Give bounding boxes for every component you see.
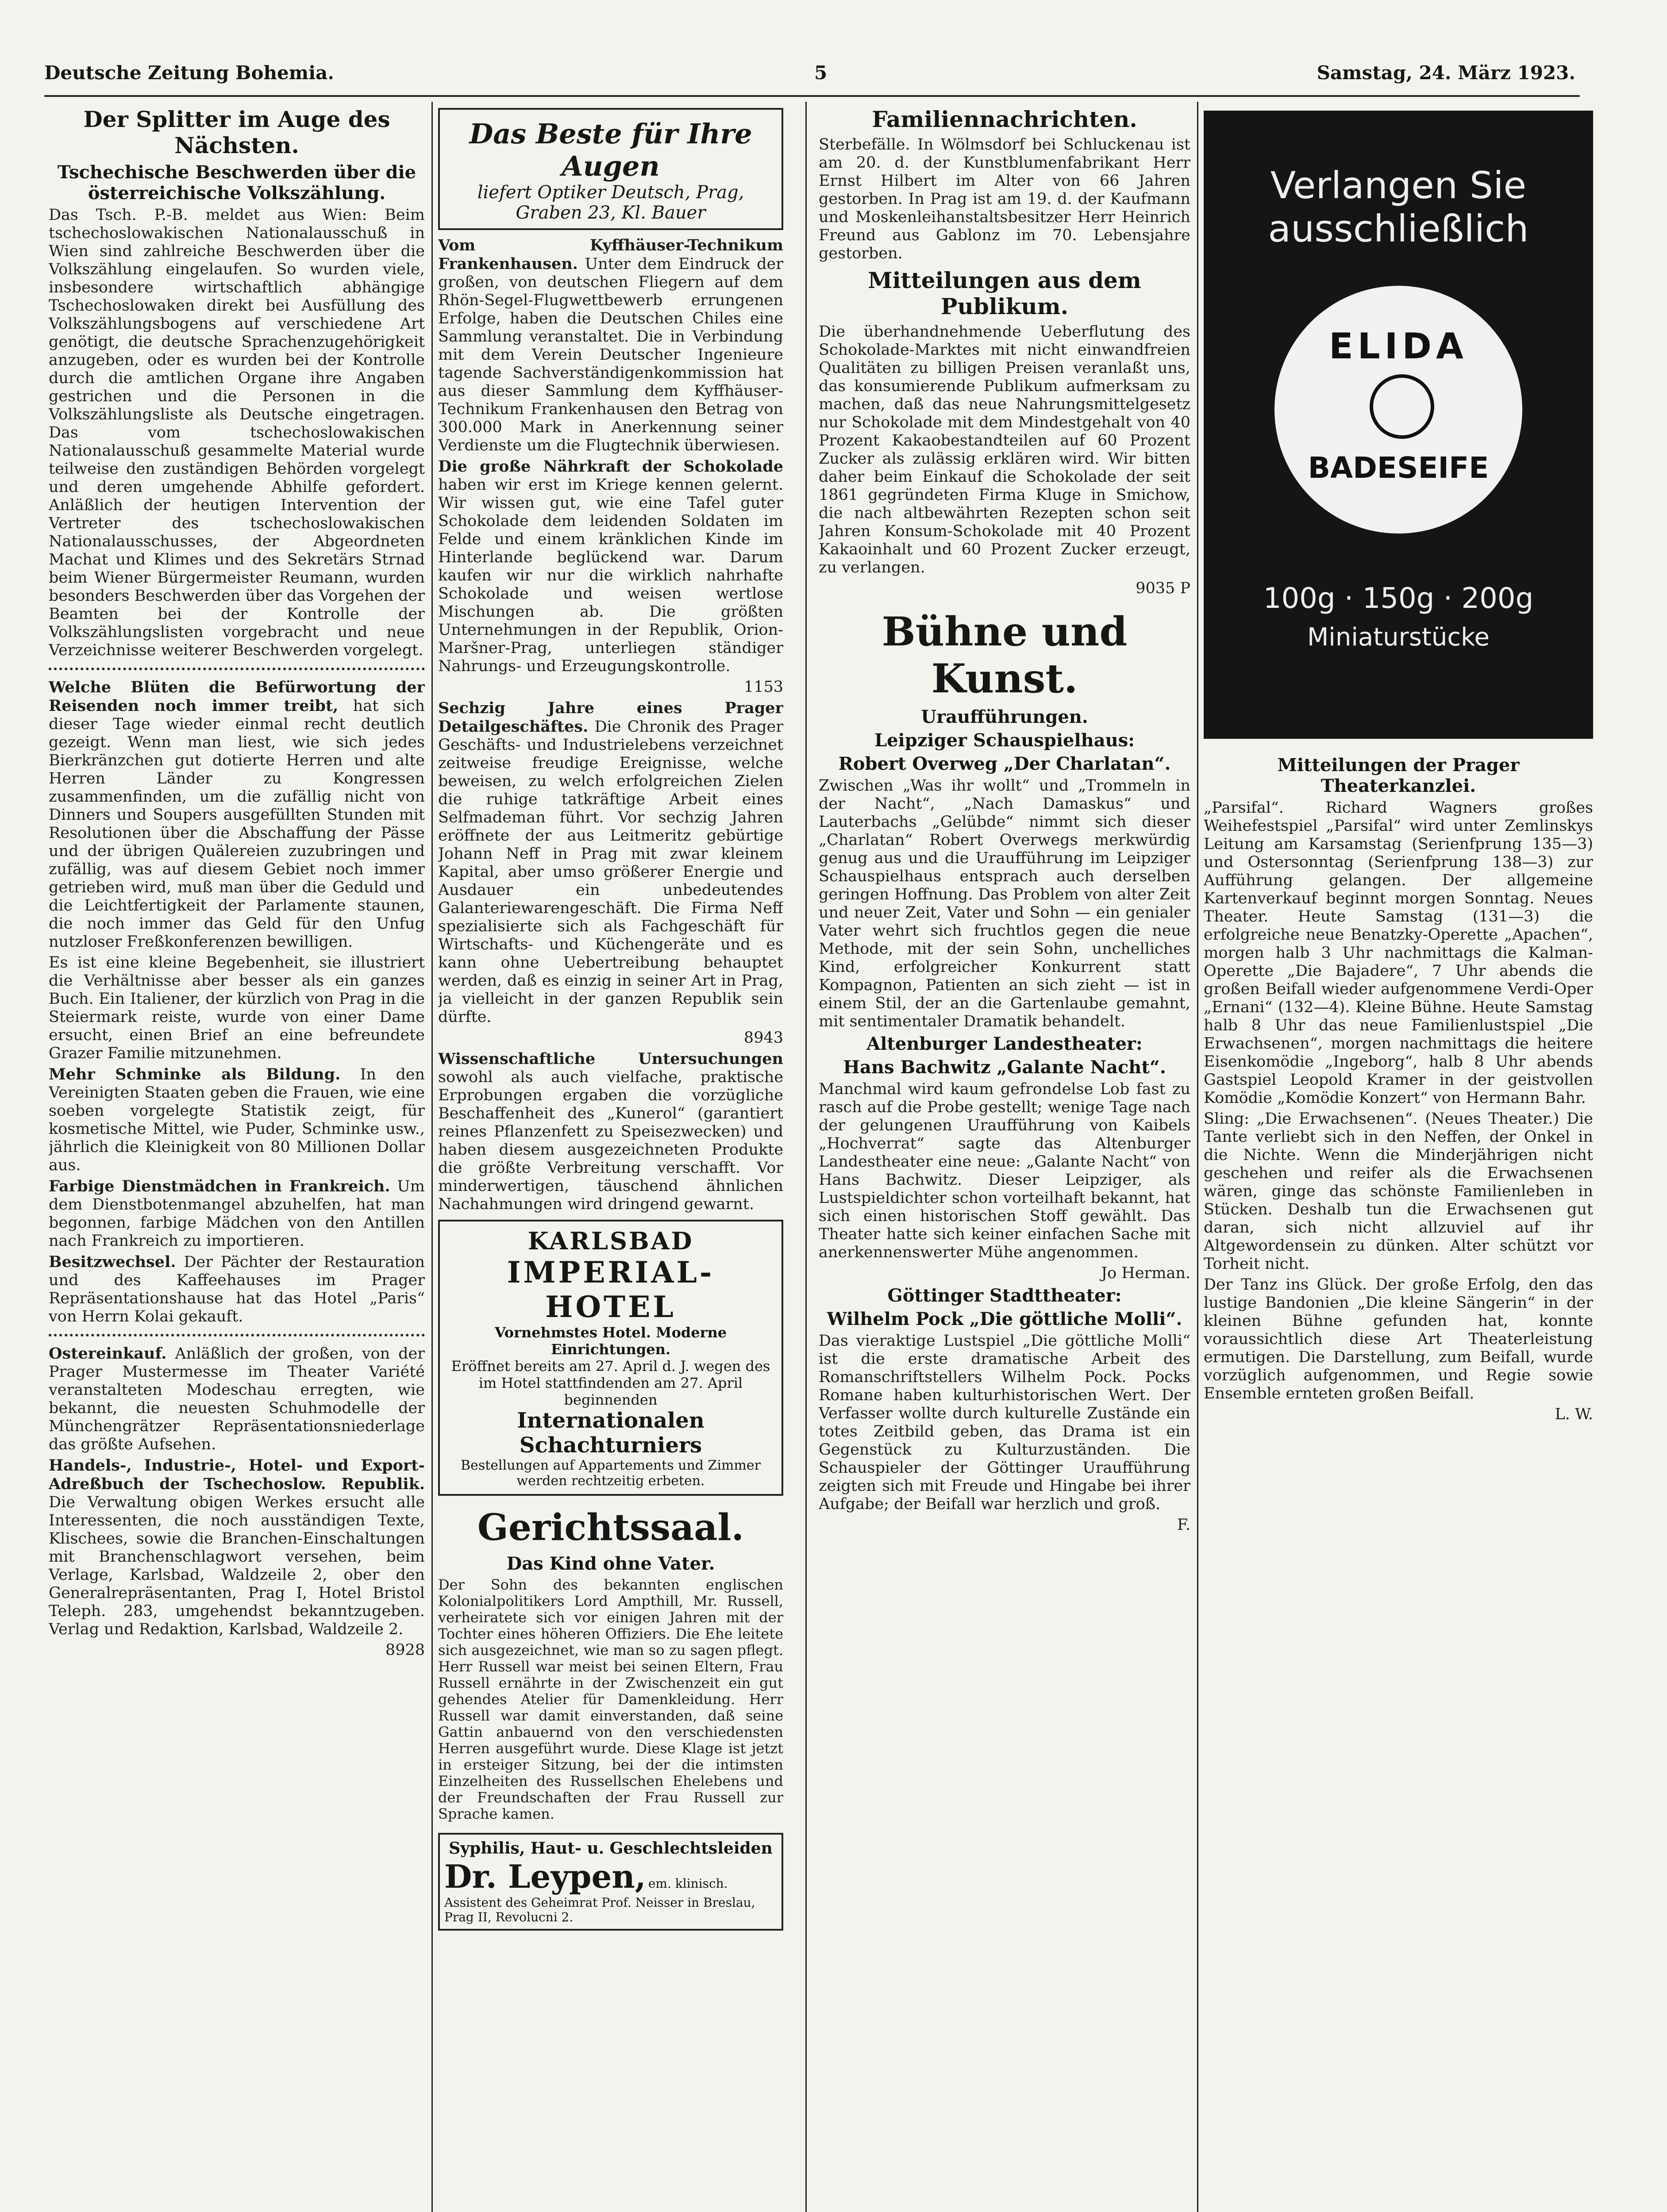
- article-body: Der Pächter der Restauration und des Kaffeehauses im Prager Repräsentationshause hat das Hotel „Paris“ von Herrn Kolai gekauft.: [49, 1253, 425, 1325]
- optiker-ad: [438, 108, 783, 230]
- play-title: Hans Bachwitz „Galante Nacht“.: [843, 1057, 1166, 1078]
- article-body: Der Tanz ins Glück. Der große Erfolg, den das lustige Bandonien „Die kleine Sängerin“ in der kleinen Bühne gefunden hat, konnte voraussichtlich diese Art Theaterleistung ermutigen. Die Darstellung, zum Beifall, wurde vorzüglich aufgenommen, und Regie sowie Ensemble ernteten großen Beifall.: [1204, 1276, 1593, 1402]
- article-lead: Sechzig Jahre eines Prager Detailgeschäftes.: [438, 699, 783, 736]
- article-lead: Mehr Schminke als Bildung.: [49, 1065, 341, 1083]
- optiker-ad-address: Graben 23, Kl. Bauer: [516, 203, 706, 223]
- article-body: Um dem Dienstbotenmangel abzuhelfen, hat man begonnen, farbige Mädchen von den Antillen nach Frankreich zu importieren.: [49, 1178, 425, 1250]
- author-signature: Jo Herman.: [1101, 1264, 1190, 1282]
- header-page-number: 5: [814, 62, 828, 84]
- header-rule: [44, 95, 1580, 97]
- optiker-ad-title: Das Beste für Ihre Augen: [469, 118, 752, 182]
- leypen-ad-name: Dr. Leypen,: [444, 1858, 646, 1895]
- article-lead: Vom Kyffhäuser-Technikum Frankenhausen.: [438, 236, 783, 273]
- article-lead: Farbige Dienstmädchen in Frankreich.: [49, 1177, 390, 1195]
- header-date: Samstag, 24. März 1923.: [1317, 62, 1575, 84]
- article-title-splitter: Der Splitter im Auge des Nächsten.: [83, 106, 390, 158]
- article-body: Unter dem Eindruck der großen, von deutschen Fliegern auf dem Rhön-Segel-Flugwettbewerb errungenen Erfolge, haben die Deutschen Chiles eine Sammlung veranstaltet. Die in Verbindung mit dem Verein Deutscher Ingenieure tagende Sachverständigenkommission hat aus dieser Sammlung dem Kyffhäuser-Technikum Frankenhausen den Betrag von 300.000 Mark in Anerkennung seiner Verdienste um die Flugtechnik überwiesen.: [438, 255, 783, 454]
- leypen-ad-details: em. klinisch. Assistent des Geheimrat Prof. Neisser in Breslau, Prag II, Revolucni 2.: [444, 1876, 755, 1924]
- reference-number: 8928: [385, 1641, 425, 1659]
- section-title-public: Mitteilungen aus dem Publikum.: [868, 267, 1141, 319]
- article-lead: Besitzwechsel.: [49, 1253, 176, 1271]
- author-signature: L. W.: [1555, 1406, 1593, 1423]
- article-body: Das Tsch. P.-B. meldet aus Wien: Beim tschechoslowakischen Nationalausschuß in Wien sind zahlreiche Beschwerden über die Volkszählung eingelaufen. So wurden viele, insbesondere wirtschaftlich abhängige Tschechoslowaken direkt bei Ausfüllung des Volkszählungsbogens auf verschiedene Art genötigt, die deutsche Sprachenzugehörigkeit anzugeben, oder es wurden bei der Kontrolle durch die amtlichen Organe ihre Angaben gestrichen und die Personen in die Volkszählungsliste als Deutsche eingetragen. Das vom tschechoslowakischen Nationalausschuß gesammelte Material wurde teilweise den zuständigen Behörden vorgelegt und deren umgehende Abhilfe gefordert. Anläßlich der heutigen Intervention der Vertreter des tschechoslowakischen Nationalausschusses, der Abgeordneten Machat und Klimes und des Sekretärs Strnad beim Wiener Bürgermeister Reumann, wurden besonders Beschwerden über das Vorgehen der Beamten bei der Kontrolle der Volkszählungslisten vorgebracht und neue Verzeichnisse weiterer Beschwerden vorgelegt.: [49, 206, 425, 659]
- column-4: [1204, 752, 1593, 2212]
- article-lead: Handels-, Industrie-, Hotel- und Export-Adreßbuch der Tschechoslow. Republik.: [49, 1456, 425, 1493]
- header-masthead: Deutsche Zeitung Bohemia.: [44, 62, 334, 84]
- theater-name: Göttinger Stadttheater:: [887, 1285, 1122, 1306]
- reference-number: 8943: [743, 1029, 783, 1047]
- article-lead: Wissenschaftliche Untersuchungen: [438, 1050, 783, 1068]
- soap-brand: ELIDA: [1329, 326, 1468, 367]
- column-2: [438, 102, 783, 2212]
- section-title-family: Familiennachrichten.: [872, 106, 1137, 132]
- article-lead: Die große Nährkraft der Schokolade: [438, 457, 783, 476]
- article-lead: Welche Blüten die Befürwortung der Reisenden noch immer treibt,: [49, 678, 425, 715]
- play-title: Wilhelm Pock „Die göttliche Molli“.: [827, 1309, 1182, 1329]
- section-title-theater: Mitteilungen der Prager Theaterkanzlei.: [1277, 755, 1520, 796]
- article-body: Das vieraktige Lustspiel „Die göttliche Molli“ ist die erste dramatische Arbeit des Romanschriftstellers Wilhelm Pock. Pocks Romane haben kulturhistorischen Wert. Der Verfasser wollte durch kulturelle Zustände ein totes Zeitbild geben, das Drama ist ein Gegenstück zu Kulturzuständen. Die Schauspieler der Göttinger Uraufführung zeigten sich mit Freude und Hingabe bei ihrer Aufgabe; der Beifall war herzlich und groß.: [819, 1332, 1190, 1513]
- article-body: Der Sohn des bekannten englischen Kolonialpolitikers Lord Ampthill, Mr. Russell, verheiratete sich vor einigen Jahren mit der Tochter eines höheren Offiziers. Die Ehe leitete sich ausgezeichnet, wie man so zu sagen pflegt. Herr Russell war meist bei seinen Eltern, Frau Russell ernährte in der Zwischenzeit ein gut gehendes Atelier für Damenkleidung. Herr Russell war damit einverstanden, daß seine Gattin anbauernd von den verschiedensten Herren ausgeführt wurde. Diese Klage ist jetzt in ersteiger Sitzung, bei der die intimsten Einzelheiten des Russellschen Ehelebens und der Freundschaften der Frau Russell zur Sprache kamen.: [438, 1576, 783, 1822]
- author-signature: F.: [1177, 1516, 1190, 1534]
- soap-illustration: [1274, 286, 1522, 534]
- article-subtitle-splitter: Tschechische Beschwerden über die österreichische Volkszählung.: [57, 162, 416, 204]
- hotel-ad-text: Eröffnet bereits am 27. April d. J. wegen des im Hotel stattfindenden am 27. April beginnenden: [451, 1358, 770, 1408]
- separator: [49, 668, 425, 670]
- ad-line-2: ausschließlich: [1268, 207, 1529, 250]
- article-body: „Parsifal“. Richard Wagners großes Weihefestspiel „Parsifal“ wird unter Zemlinskys Leitung am Karsamstag (Serienfprung 135—3) und Ostersonntag (Serienfprung 138—3) zur Aufführung gelangen. Der allgemeine Kartenverkauf beginnt morgen Sonntag. Neues Theater. Heute Samstag (131—3) die erfolgreiche neue Benatzky-Operette „Apachen“, morgen halb 3 Uhr nachmittags die Kalman-Operette „Die Bajadere“, 7 Uhr abends die großen Beifall wieder aufgenommene Verdi-Oper „Ernani“ (132—4). Kleine Bühne. Heute Samstag halb 8 Uhr das neue Familienlustspiel „Die Erwachsenen“, morgen nachmittags die heitere Eisenkomödie „Ingeborg“, halb 8 Uhr abends Gastspiel Leopold Kramer in der geistvollen Komödie „Komödie Konzert“ von Hermann Bahr.: [1204, 799, 1593, 1107]
- reference-number: 9035 P: [1136, 580, 1190, 597]
- hotel-ad-name: IMPERIAL-HOTEL: [507, 1255, 715, 1324]
- article-body: haben wir erst im Kriege kennen gelernt. Wir wissen gut, wie eine Tafel guter Schokolade dem leidenden Soldaten im Felde und einem kränklichen Kinde im Hinterlande beglückend war. Darum kaufen wir nur die wirklich nahrhafte Schokolade und weisen wertlose Mischungen ab. Die größten Unternehmungen in der Republik, Orion-Maršner-Prag, unterliegen ständiger Nahrungs- und Erzeugungskontrolle.: [438, 476, 783, 675]
- optiker-ad-name: liefert Optiker Deutsch, Prag,: [477, 182, 744, 203]
- section-title-buehne: Bühne und Kunst.: [882, 608, 1128, 702]
- court-article-title: Das Kind ohne Vater.: [506, 1553, 715, 1574]
- hotel-ad-small: Bestellungen auf Appartements und Zimmer werden rechtzeitig erbeten.: [461, 1458, 761, 1489]
- swan-emblem-icon: [1370, 374, 1434, 439]
- column-rule-3: [1197, 102, 1198, 2212]
- column-3: [819, 102, 1190, 2212]
- leypen-ad-topic: Syphilis, Haut- u. Geschlechtsleiden: [449, 1839, 773, 1858]
- column-rule-1: [431, 102, 433, 2212]
- play-title: Robert Overweg „Der Charlatan“.: [838, 753, 1171, 774]
- article-body: Die überhandnehmende Ueberflutung des Schokolade-Marktes mit nicht einwandfreien Qualitäten zu billigen Preisen veranlaßt uns, das konsumierende Publikum aufmerksam zu machen, daß das neue Nahrungsmittelgesetz nur Schokolade mit dem Mindestgehalt von 40 Prozent Kakaobestandteilen auf 60 Prozent Zucker als zulässig erklären wird. Wir bitten daher beim Einkauf die Schokolade der seit 1861 gegründeten Firma Kluge in Smichow, die nach altbewährten Rezepten schon seit Jahren Konsum-Schokolade mit 40 Prozent Kakaoinhalt und 60 Prozent Zucker erzeugt, zu verlangen.: [819, 323, 1190, 576]
- article-body: Sling: „Die Erwachsenen“. (Neues Theater.) Die Tante verliebt sich in den Neffen, der Onkel in die Nichte. Wenn die Minderjährigen nicht geschehen und reifer als die Erwachsenen wären, ginge das schönste Familienleben in Stücken. Deshalb tun die Erwachsenen gut daran, sich nicht allzuviel auf ihr Altgewordensein zu dünken. Alter schützt vor Torheit nicht.: [1204, 1110, 1593, 1273]
- theater-name: Altenburger Landestheater:: [866, 1033, 1143, 1054]
- hotel-ad-city: KARLSBAD: [527, 1227, 694, 1255]
- ad-miniatures: Miniaturstücke: [1307, 623, 1490, 652]
- court-section-title: Gerichtssaal.: [477, 1506, 744, 1549]
- article-body: Manchmal wird kaum gefrondelse Lob fast zu rasch auf die Probe gestellt; wenige Tage nach der gelungenen Uraufführung von Kaibels „Hochverrat“ sagte das Altenburger Landestheater eine neue: „Galante Nacht“ von Hans Bachwitz. Dieser Leipziger, als Lustspieldichter schon vorteilhaft bekannt, hat sich einen historischen Stoff gewählt. Das Theater hatte sich keiner einfachen Sache mit anerkennenswerter Mühe angenommen.: [819, 1080, 1190, 1261]
- hotel-ad-event: Internationalen Schachturniers: [517, 1408, 705, 1458]
- hotel-ad: [438, 1220, 783, 1496]
- article-body: Die Verwaltung obigen Werkes ersucht alle Interessenten, die noch ausständigen Texte, Klischees, sowie die Branchen-Einschaltungen mit Branchenschlagwort versehen, beim Verlage, Karlsbad, Waldzeile 2, ober den Generalrepräsentanten, Prag I, Hotel Bristol Teleph. 283, umgehendst bekanntzugeben. Verlag und Redaktion, Karlsbad, Waldzeile 2.: [49, 1494, 425, 1638]
- article-body: In den Vereinigten Staaten geben die Frauen, wie eine soeben vorgelegte Statistik zeigt, für kosmetische Mittel, wie Puder, Schminke usw., jährlich die Kleinigkeit von 80 Millionen Dollar aus.: [49, 1066, 425, 1174]
- elida-soap-ad: [1204, 111, 1593, 739]
- section-subtitle-urauffuehrungen: Uraufführungen.: [921, 707, 1088, 727]
- article-body: hat sich dieser Tage wieder einmal recht deutlich gezeigt. Wenn man liest, wie sich jedes Bierkränzchen gut dotierte Herren und alte Herren Länder zu Kongressen zusammenfinden, um die zufällig nicht von Dinners und Soupers ausgefüllten Stunden mit Resolutionen über die Abschaffung der Pässe und der übrigen Quälereien zuzubringen und zufällig, was auf diesem Gebiet noch immer getrieben wird, muß man über die Geduld und die Leichtfertigkeit der Parlamente staunen, die noch immer das Geld für den Unfug nutzloser Freßkonferenzen bewilligen.: [49, 697, 425, 951]
- reference-number: 1153: [743, 678, 783, 696]
- article-body: sowohl als auch vielfache, praktische Erprobungen ergaben die vorzügliche Beschaffenheit des „Kunerol“ (garantiert reines Pflanzenfett zu Speisezwecken) und haben diesem ausgezeichneten Produkte die größte Verbreitung verschafft. Vor minderwertigen, täuschend ähnlichen Nachahmungen wird dringend gewarnt.: [438, 1068, 783, 1213]
- column-rule-2: [805, 102, 807, 2212]
- hotel-ad-sub: Vornehmstes Hotel. Moderne Einrichtungen.: [494, 1324, 727, 1358]
- article-body: Sterbefälle. In Wölmsdorf bei Schluckenau ist am 20. d. der Kunstblumenfabrikant Herr Ernst Hilbert im Alter von 66 Jahren gestorben. In Prag ist am 19. d. der Kaufmann und Moskenleihanstaltsbesitzer Herr Heinrich Freund aus Gablonz im 70. Lebensjahre gestorben.: [819, 136, 1190, 262]
- soap-product: BADESEIFE: [1308, 451, 1489, 485]
- page-header: [44, 62, 1575, 97]
- article-body: Zwischen „Was ihr wollt“ und „Trommeln in der Nacht“, „Nach Damaskus“ und Lauterbachs „Gelübde“ nimmt sich dieser „Charlatan“ Robert Overwegs merkwürdig genug aus und die Uraufführung im Leipziger Schauspielhaus entsprach auch derselben geringen Hoffnung. Das Problem von alter Zeit und neuer Zeit, Vater und Sohn — ein genialer Vater wehrt sich fruchtlos gegen die neue Methode, mit der sein Sohn, unchelliches Kind, erfolgreicher Konkurrent statt Kompagnon, Patienten an sich zieht — ist in einem Stil, der an die Gartenlaube gemahnt, mit sentimentaler Dramatik behandelt.: [819, 777, 1190, 1030]
- theater-name: Leipziger Schauspielhaus:: [874, 730, 1135, 751]
- article-body: Anläßlich der großen, von der Prager Mustermesse im Theater Variété veranstalteten Modeschau erregten, wie bekannt, die neuesten Schuhmodelle der Münchengrätzer Repräsentationsniederlage das größte Aufsehen.: [49, 1345, 425, 1453]
- ad-weights: 100g · 150g · 200g: [1263, 582, 1534, 615]
- ad-line-1: Verlangen Sie: [1270, 164, 1527, 207]
- column-1: [49, 102, 425, 2212]
- article-lead: Ostereinkauf.: [49, 1344, 167, 1363]
- article-body: Es ist eine kleine Begebenheit, sie illustriert die Verhältnisse aber besser als ein ganzes Buch. Ein Italiener, der kürzlich von Prag in die Steiermark reiste, wurde von einer Dame ersucht, einen Brief an eine befreundete Grazer Familie mitzunehmen.: [49, 954, 425, 1062]
- article-body: Die Chronik des Prager Geschäfts- und Industrielebens verzeichnet zeitweise freudige Ereignisse, welche beweisen, zu welch erfolgreichen Zielen die ruhige tatkräftige Arbeit eines Selfmademan führt. Vor sechzig Jahren eröffnete der aus Leitmeritz gebürtige Johann Neff in Prag mit zwar kleinem Kapital, aber umso größerer Energie und Ausdauer ein unbedeutendes Galanteriewarengeschäft. Die Firma Neff spezialisierte sich als Fachgeschäft für Wirtschafts- und Küchengeräte und es kann ohne Uebertreibung behauptet werden, daß es einzig in seiner Art in Prag, ja vielleicht in der ganzen Republik sein dürfte.: [438, 718, 783, 1026]
- separator: [49, 1334, 425, 1336]
- leypen-ad: [438, 1833, 783, 1931]
